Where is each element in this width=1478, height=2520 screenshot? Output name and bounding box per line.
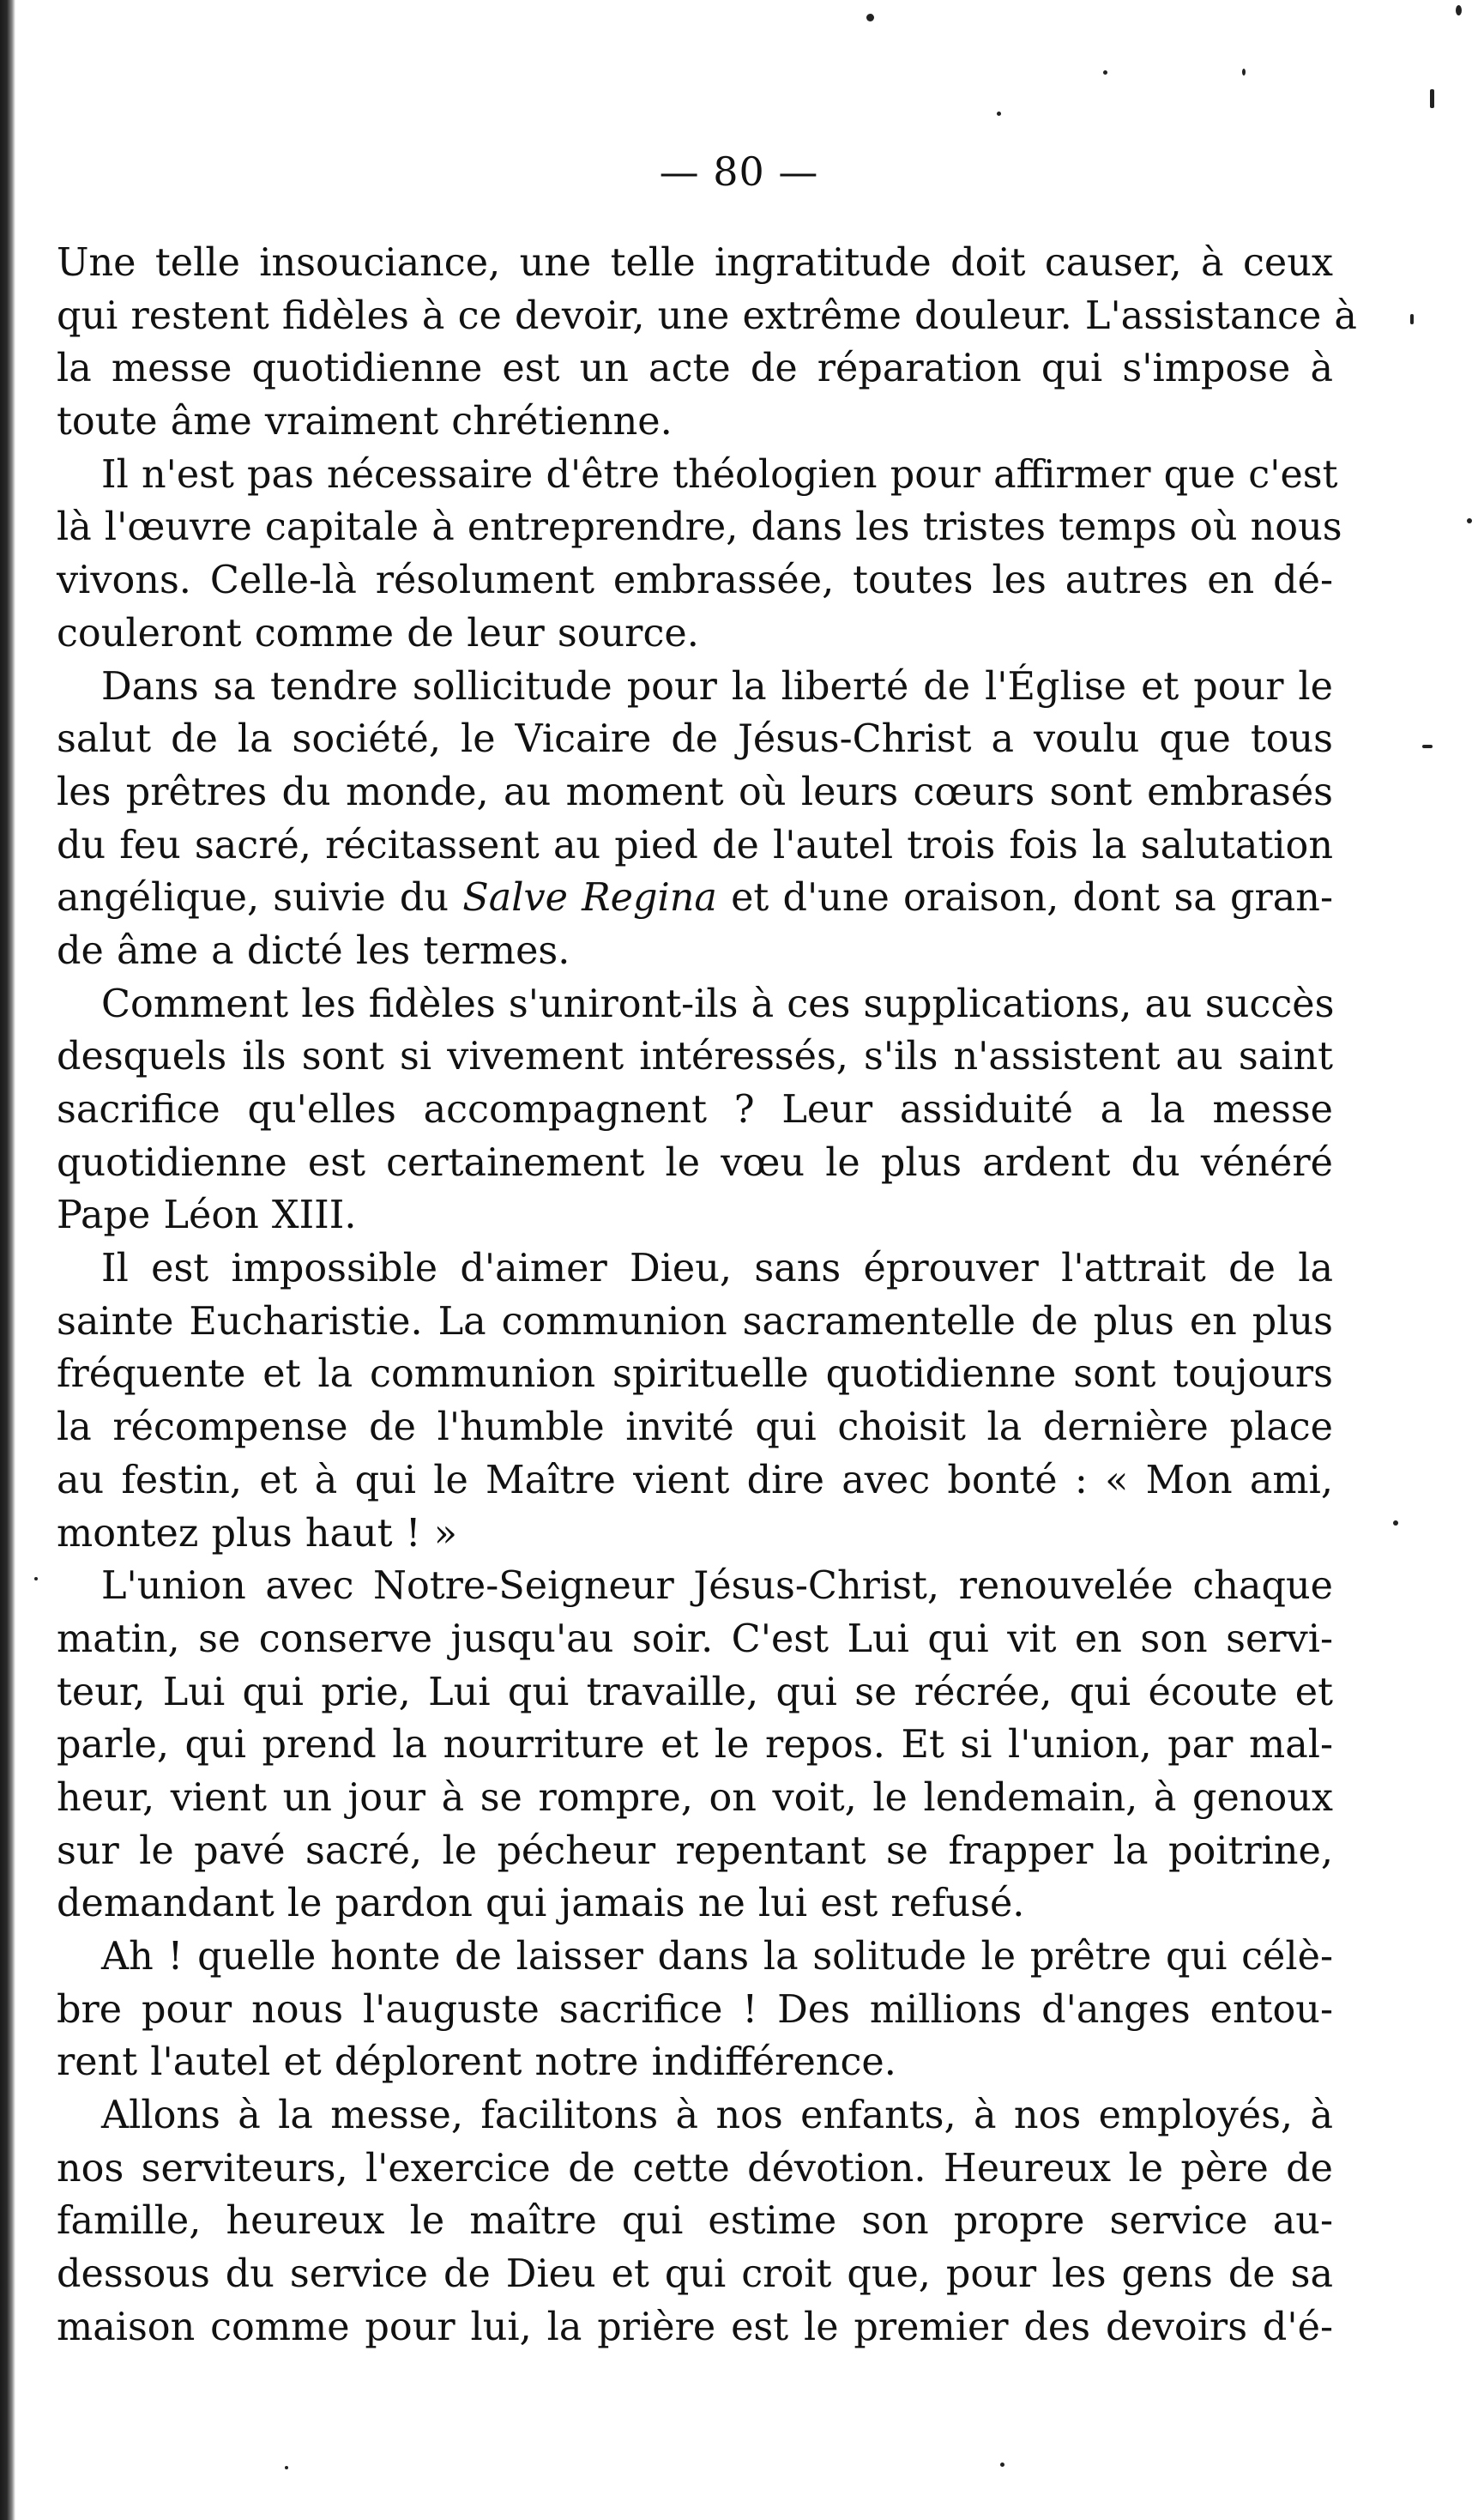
text-line: du feu sacré, récitassent au pied de l'autel trois fois la salutation xyxy=(57,823,1333,867)
scan-speck xyxy=(34,1577,38,1580)
text-line: de âme a dicté les termes. xyxy=(57,928,570,973)
text-line: maison comme pour lui, la prière est le premier des devoirs d'é- xyxy=(57,2305,1333,2349)
text-line: sainte Eucharistie. La communion sacramentelle de plus en plus xyxy=(57,1299,1333,1344)
text-line: au festin, et à qui le Maître vient dire avec bonté : « Mon ami, xyxy=(57,1458,1333,1502)
text-line: salut de la société, le Vicaire de Jésus-Christ a voulu que tous xyxy=(57,717,1333,762)
italic-title: Salve Regina xyxy=(462,876,717,921)
scan-edge-shadow xyxy=(0,0,15,2520)
scan-speck xyxy=(285,2466,288,2469)
text-line: Comment les fidèles s'uniront-ils à ces supplications, au succès xyxy=(101,982,1335,1026)
scan-speck xyxy=(1410,314,1414,324)
text-line: la récompense de l'humble invité qui choisit la dernière place xyxy=(57,1405,1333,1450)
text-line: sur le pavé sacré, le pécheur repentant se frapper la poitrine, xyxy=(57,1828,1333,1873)
text-line: demandant le pardon qui jamais ne lui est refusé. xyxy=(57,1882,1025,1926)
text-line: parle, qui prend la nourriture et le repos. Et si l'union, par mal- xyxy=(57,1723,1333,1768)
scan-speck xyxy=(1393,1520,1398,1526)
text-line: toute âme vraiment chrétienne. xyxy=(57,400,673,444)
scan-speck xyxy=(1430,89,1434,108)
text-line: angélique, suivie du Salve Regina et d'une oraison, dont sa gran- xyxy=(57,876,1333,921)
scan-speck xyxy=(1000,2463,1004,2467)
text-line: Ah ! quelle honte de laisser dans la solitude le prêtre qui célè- xyxy=(101,1935,1333,1979)
text-line: sacrifice qu'elles accompagnent ? Leur assiduité a la messe xyxy=(57,1088,1333,1132)
text-line: vivons. Celle-là résolument embrassée, toutes les autres en dé- xyxy=(57,559,1333,603)
text-line: Il n'est pas nécessaire d'être théologien pour affirmer que c'est xyxy=(101,452,1338,497)
text-line: teur, Lui qui prie, Lui qui travaille, qui se récrée, qui écoute et xyxy=(57,1670,1333,1714)
text-line: desquels ils sont si vivement intéressés, s'ils n'assistent au saint xyxy=(57,1035,1333,1079)
text-line: L'union avec Notre-Seigneur Jésus-Christ, renouvelée chaque xyxy=(101,1564,1333,1609)
scan-speck xyxy=(997,112,1001,116)
text-line: les prêtres du monde, au moment où leurs cœurs sont embrasés xyxy=(57,770,1333,814)
text-line: bre pour nous l'auguste sacrifice ! Des millions d'anges entou- xyxy=(57,1987,1333,2032)
text-line: Il est impossible d'aimer Dieu, sans éprouver l'attrait de la xyxy=(101,1247,1333,1291)
text-line: nos serviteurs, l'exercice de cette dévotion. Heureux le père de xyxy=(57,2146,1333,2191)
text-line: heur, vient un jour à se rompre, on voit, le lendemain, à genoux xyxy=(57,1775,1333,1820)
text-line: là l'œuvre capitale à entreprendre, dans les tristes temps où nous xyxy=(57,505,1342,550)
scan-speck xyxy=(1467,518,1472,523)
text-line: Pape Léon XIII. xyxy=(57,1194,357,1238)
text-line: couleront comme de leur source. xyxy=(57,611,699,656)
scan-speck xyxy=(1422,745,1433,748)
text-line: Allons à la messe, facilitons à nos enfants, à nos employés, à xyxy=(101,2094,1333,2138)
text-line: rent l'autel et déplorent notre indifférence. xyxy=(57,2040,896,2085)
page-number: — 80 — xyxy=(659,148,819,195)
scan-speck xyxy=(866,14,874,21)
scan-speck xyxy=(1242,69,1246,76)
text-line: Une telle insouciance, une telle ingratitude doit causer, à ceux xyxy=(57,241,1333,285)
text-line: la messe quotidienne est un acte de réparation qui s'impose à xyxy=(57,347,1333,391)
body-text xyxy=(57,237,1357,2354)
text-line: montez plus haut ! » xyxy=(57,1511,457,1556)
text-line: Dans sa tendre sollicitude pour la liberté de l'Église et pour le xyxy=(101,664,1333,709)
text-line: famille, heureux le maître qui estime son propre service au- xyxy=(57,2199,1333,2244)
text-line: quotidienne est certainement le vœu le plus ardent du vénéré xyxy=(57,1140,1333,1185)
text-line: matin, se conserve jusqu'au soir. C'est Lui qui vit en son servi- xyxy=(57,1617,1333,1661)
scan-speck xyxy=(1103,70,1107,75)
text-line: dessous du service de Dieu et qui croit que, pour les gens de sa xyxy=(57,2252,1333,2297)
text-line: qui restent fidèles à ce devoir, une extrême douleur. L'assistance à xyxy=(57,293,1357,338)
scan-speck xyxy=(1456,5,1462,15)
text-line: fréquente et la communion spirituelle quotidienne sont toujours xyxy=(57,1352,1333,1397)
